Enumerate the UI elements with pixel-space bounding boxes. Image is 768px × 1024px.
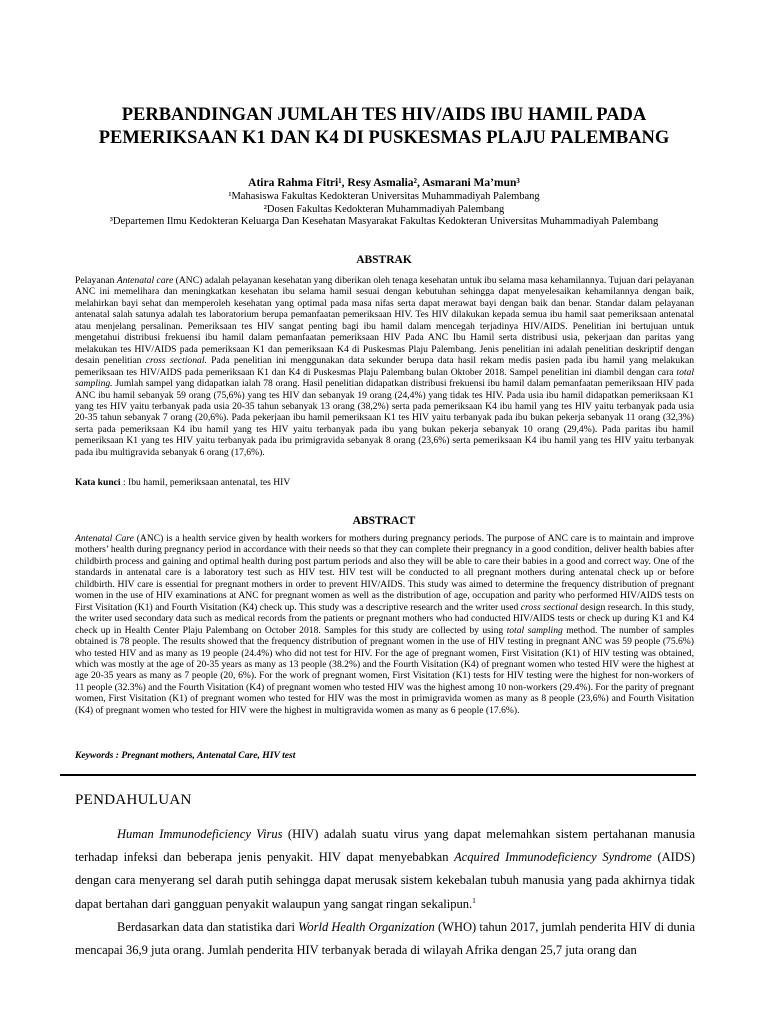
abstract-body bbox=[75, 533, 694, 716]
pendahuluan-heading: PENDAHULUAN bbox=[75, 792, 192, 808]
pendahuluan-paragraph-1 bbox=[75, 823, 695, 916]
abstrak-italic-term: Antenatal care bbox=[116, 275, 174, 286]
abstrak-text: Pada penelitian ini menggunakan data sekunder berupa data hasil rekam medis pasien pada ibu hamil yang melakukan pemeriksaan tes HIV/AIDS pada pemeriksaan K1 dan K4 di Puskesmas Plaju Palembang bulan Oktober 2018. Sampel penelitian ini diambil dengan cara bbox=[75, 355, 694, 378]
affiliation-3: ³Departemen Ilmu Kedokteran Keluarga Dan Kesehatan Masyarakat Fakultas Kedokteran Universitas Muhammadiyah Palembang bbox=[109, 216, 659, 227]
kata-kunci-label: Kata kunci bbox=[75, 477, 121, 488]
body-text: Berdasarkan data dan statistika dari bbox=[117, 919, 299, 934]
abstrak-italic-term: cross sectional. bbox=[145, 355, 207, 367]
abstract-italic-term: total sampling bbox=[506, 624, 563, 636]
body-text: (WHO) tahun 2017, jumlah penderita HIV di dunia mencapai 36,9 juta orang. Jumlah penderita HIV terbanyak berada di wilayah Afrika dengan 25,7 juta orang dan bbox=[75, 919, 696, 958]
abstrak-italic-term: total sampling. bbox=[75, 366, 694, 390]
abstrak-body bbox=[75, 275, 694, 458]
abstract-italic-term: cross sectional bbox=[520, 601, 578, 613]
affiliation-1: ¹Mahasiswa Fakultas Kedokteran Universitas Muhammadiyah Palembang bbox=[228, 191, 540, 202]
abstract-text: design research. In this study, the writer used secondary data such as medical records from the patients or pregnant mothers who had conducted HIV/AIDS tests or check up during K1 and K4 check up in Health Center Plaju Palembang on October 2018. Samples for this study are collected by using bbox=[75, 601, 695, 636]
abstract-text: method. The number of samples obtained is 78 people. The results showed that the frequency distribution of pregnant women in the use of HIV testing in pregnant ANC was 59 people (75.6%) who tested HIV and as many as 19 people (24.4%) who did not test for HIV. For the age of pregnant women, First Visitation (K1) of HIV testing was obtained, which was mostly at the age of 20-35 years as many as 13 people (38.2%) and the Fourth Visitation (K4) of pregnant women who tested HIV were the highest at age 20-35 years as many as 7 people (20, 6%). For the work of pregnant women, First Visitation (K1) tests for HIV testing were the highest for non-workers of 11 people (32.3%) and the Fourth Visitation (K4) of pregnant women who tested HIV was the highest among 10 non-workers (29.4%). For the parity of pregnant women, First Visitation (K1) of pregnant women who tested for HIV was the most in primigravida women as many as 8 people (23,6%) and Fourth Visitation (K4) of pregnant women who tested for HIV were the highest in multigravida women as many as 6 people (17.6%). bbox=[75, 624, 695, 716]
kata-kunci bbox=[75, 477, 694, 488]
abstrak-paragraph bbox=[75, 275, 694, 458]
body-text: (AIDS) dengan cara menyerang sel darah putih sehingga dapat merusak sistem kekebalan tubuh manusia yang pada akhirnya tidak dapat bertahan dari gangguan penyakit walaupun yang sangat ringan sekalipun. bbox=[75, 850, 695, 911]
abstract-text: (ANC) is a health service given by health workers for mothers during pregnancy periods. The purpose of ANC care is to maintain and improve mothers’ health during pregnancy period in accordance with their needs so that they can complete their pregnancy in a good condition, deliver health babies after childbirth process and gaining and optimal health during post partum periods and also they will be able to care their babies in a good and correct way. One of the standards in antenatal care is a laboratory test such as HIV test. HIV test will be conducted to all pregnant mothers during antenatal check up or before childbirth. HIV care is essential for pregnant mothers in order to prevent HIV/AIDS. This study was aimed to determine the frequency distribution of pregnant women in the use of HIV examinations at ANC for pregnant women as well as the distribution of age, occupation and parity who performed HIV/AIDS tests on First Visitation (K1) and Fourth Visitation (K4) check up. This study was a descriptive research and the writer used bbox=[75, 533, 694, 613]
abstract-paragraph bbox=[75, 533, 694, 716]
abstrak-text: Pelayanan bbox=[75, 275, 117, 286]
abstract-italic-term: Antenatal Care bbox=[75, 533, 134, 544]
pendahuluan-body bbox=[75, 823, 695, 962]
affiliations bbox=[60, 191, 708, 229]
authors-line: Atira Rahma Fitri¹, Resy Asmalia², Asmarani Ma’mun³ bbox=[248, 177, 520, 189]
body-text: (HIV) adalah suatu virus yang dapat melemahkan sistem pertahanan manusia terhadap infeksi dan beberapa jenis penyakit. HIV dapat menyebabkan bbox=[75, 827, 696, 865]
section-divider bbox=[60, 774, 696, 776]
author-list bbox=[60, 177, 708, 190]
keywords: Keywords : Pregnant mothers, Antenatal Care, HIV test bbox=[75, 750, 296, 761]
title-line-2: PEMERIKSAAN K1 DAN K4 DI PUSKESMAS PLAJU PALEMBANG bbox=[98, 128, 670, 148]
citation-marker: 1 bbox=[472, 895, 476, 905]
paper-title bbox=[60, 104, 708, 150]
abstrak-text: (ANC) adalah pelayanan kesehatan yang diberikan oleh tenaga kesehatan untuk ibu selama masa kehamilannya. Tujuan dari pelayanan ANC ini memelihara dan meningkatkan kesehatan ibu selama hamil sesuai dengan kebutuhan sehingga dapat menyelesaikan kehamilannya dengan baik, melahirkan bayi sehat dan memperoleh kesehatan yang optimal pada masa nifas serta dapat merawat bayi dengan baik dan benar. Standar dalam pelayanan antenatal salah satunya adalah tes laboratorium berupa pemanfaatan pemeriksaan HIV. Tes HIV dilakukan kepada semua ibu hamil saat pemeriksaan antenatal atau menjelang persalinan. Pemeriksaan tes HIV sangat penting bagi ibu hamil dalam mencegah terjadinya HIV/AIDS. Penelitian ini bertujuan untuk mengetahui distribusi frekuensi ibu hamil dalam pemanfaatan pemeriksaan HIV Pada ANC Ibu Hamil serta distribusi usia, pekerjaan dan paritas yang melakukan tes HIV/AIDS pada pemeriksaan K1 dan pemeriksaan K4 di Puskesmas Plaju Palembang. Jenis penelitian ini adalah penelitian deskriptif dengan desain penelitian bbox=[75, 275, 694, 367]
affiliation-2: ²Dosen Fakultas Kedokteran Muhammadiyah Palembang bbox=[263, 203, 505, 215]
abstrak-text: Jumlah sampel yang didapatkan ialah 78 orang. Hasil penelitian didapatkan distribusi frekuensi ibu hamil dalam pemanfaatan pemeriksaan HIV pada ANC ibu hamil sebanyak 59 orang (75,6%) yang tes HIV dan sebanyak 19 orang (24,4%) yang tidak tes HIV. Pada usia ibu hamil didapatkan pemeriksaan K1 yang tes HIV yaitu terbanyak pada usia 20-35 tahun sebanyak 13 orang (38,2%) serta pada pemeriksaan K4 ibu hamil yang tes HIV yaitu terbanyak pada usia 20-35 tahun sebanyak 7 orang (20,6%). Pada pekerjaan ibu hamil pemeriksaan K1 tes HIV yaitu terbanyak pada ibu bukan pekerja sebanyak 11 orang (32,3%) serta pada pemeriksaan K4 ibu hamil yang tes HIV yaitu terbanyak pada ibu yang bukan pekerja sebanyak 10 orang (29,4%). Pada paritas ibu hamil pemeriksaan K1 yang tes HIV yaitu terbanyak pada ibu primigravida sebanyak 8 orang (23,6%) serta pemeriksaan K4 ibu hamil yang tes HIV yaitu terbanyak pada ibu multigravida sebanyak 6 orang (17,6%). bbox=[75, 378, 694, 458]
kata-kunci-text: : Ibu hamil, pemeriksaan antenatal, tes HIV bbox=[120, 477, 291, 488]
pendahuluan-paragraph-2 bbox=[75, 916, 695, 962]
body-italic-term: Acquired Immunodeficiency Syndrome bbox=[454, 850, 652, 865]
body-italic-term: World Health Organization bbox=[298, 919, 435, 934]
body-italic-term: Human Immunodeficiency Virus bbox=[117, 827, 283, 841]
abstract-heading: ABSTRACT bbox=[352, 515, 416, 527]
abstrak-heading: ABSTRAK bbox=[356, 254, 412, 266]
title-line-1: PERBANDINGAN JUMLAH TES HIV/AIDS IBU HAMIL PADA bbox=[121, 105, 647, 125]
